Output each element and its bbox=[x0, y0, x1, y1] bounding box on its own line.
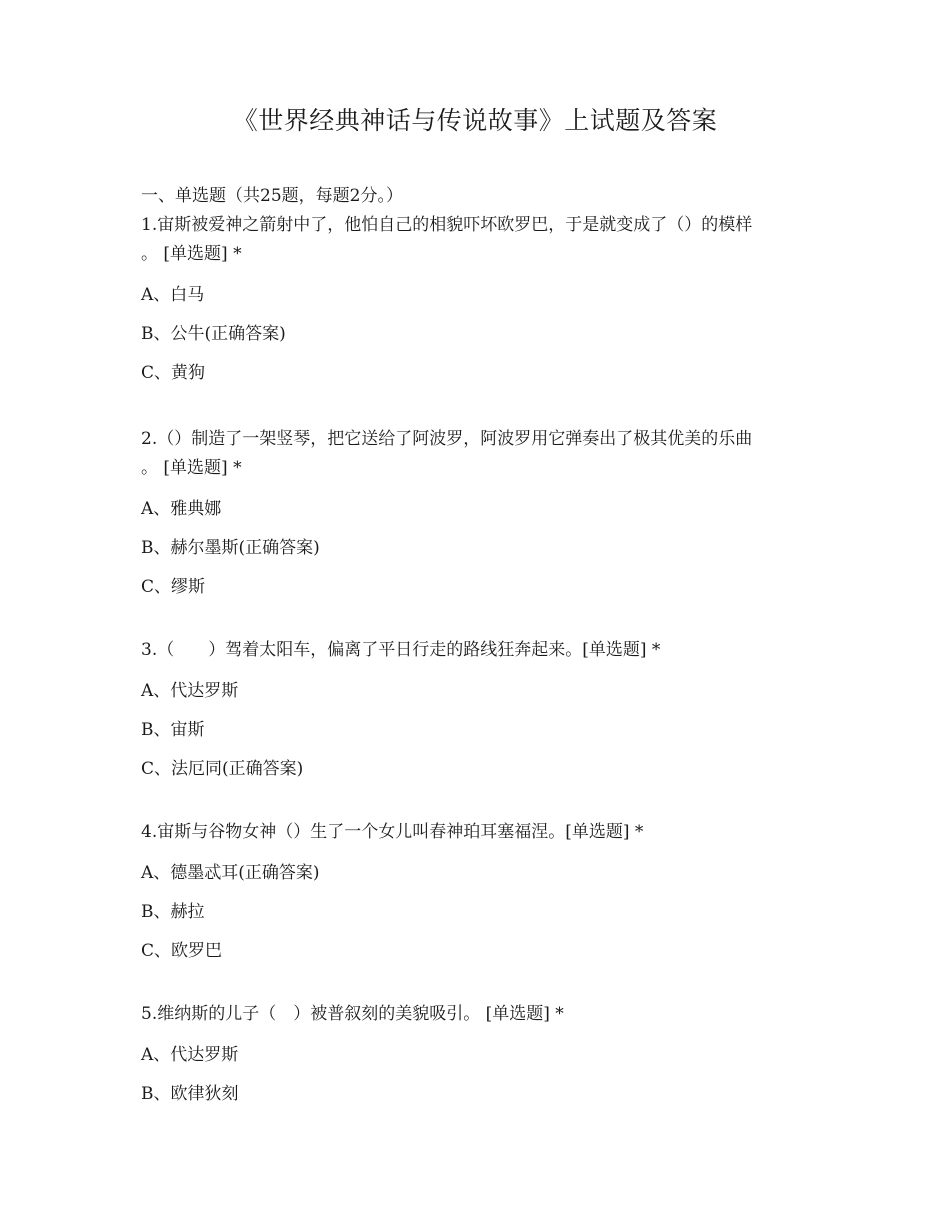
question-3-text: 3.（ ）驾着太阳车，偏离了平日行走的路线狂奔起来。[单选题] * bbox=[141, 640, 661, 660]
question-4 bbox=[141, 818, 821, 964]
question-2-option-c: C、缪斯 bbox=[141, 577, 206, 597]
question-1-option-b: B、公牛(正确答案) bbox=[141, 324, 286, 344]
question-3-option-b: B、宙斯 bbox=[141, 720, 205, 740]
question-5-option-a: A、代达罗斯 bbox=[141, 1045, 239, 1065]
question-1-stem: 1.宙斯被爱神之箭射中了，他怕自己的相貌吓坏欧罗巴，于是就变成了（）的模样 bbox=[141, 215, 753, 235]
question-1-option-c: C、黄狗 bbox=[141, 363, 206, 383]
question-3 bbox=[141, 636, 821, 782]
question-2-suffix: 。 [单选题] * bbox=[141, 458, 242, 478]
question-5 bbox=[141, 1000, 821, 1107]
question-2-option-a: A、雅典娜 bbox=[141, 499, 222, 519]
question-4-text: 4.宙斯与谷物女神（）生了一个女儿叫春神珀耳塞福涅。[单选题] * bbox=[141, 822, 644, 842]
question-2 bbox=[141, 425, 821, 600]
document-body bbox=[141, 183, 821, 1107]
question-2-stem: 2.（）制造了一架竖琴，把它送给了阿波罗，阿波罗用它弹奏出了极其优美的乐曲 bbox=[141, 429, 753, 449]
document-title: 《世界经典神话与传说故事》上试题及答案 bbox=[232, 106, 718, 135]
question-2-text bbox=[141, 425, 821, 483]
question-4-option-b: B、赫拉 bbox=[141, 902, 205, 922]
question-2-option-b: B、赫尔墨斯(正确答案) bbox=[141, 538, 320, 558]
question-1 bbox=[141, 211, 821, 386]
section-heading: 一、单选题（共25题，每题2分。） bbox=[141, 186, 403, 206]
question-5-text: 5.维纳斯的儿子（ ）被普叙刻的美貌吸引。 [单选题] * bbox=[141, 1004, 564, 1024]
question-5-option-b: B、欧律狄刻 bbox=[141, 1084, 239, 1104]
question-3-option-c: C、法厄同(正确答案) bbox=[141, 759, 304, 779]
question-4-option-a: A、德墨忒耳(正确答案) bbox=[141, 863, 320, 883]
question-1-suffix: 。 [单选题] * bbox=[141, 244, 242, 264]
question-4-option-c: C、欧罗巴 bbox=[141, 941, 223, 961]
question-1-option-a: A、白马 bbox=[141, 285, 205, 305]
question-3-option-a: A、代达罗斯 bbox=[141, 681, 239, 701]
question-1-text bbox=[141, 211, 821, 269]
